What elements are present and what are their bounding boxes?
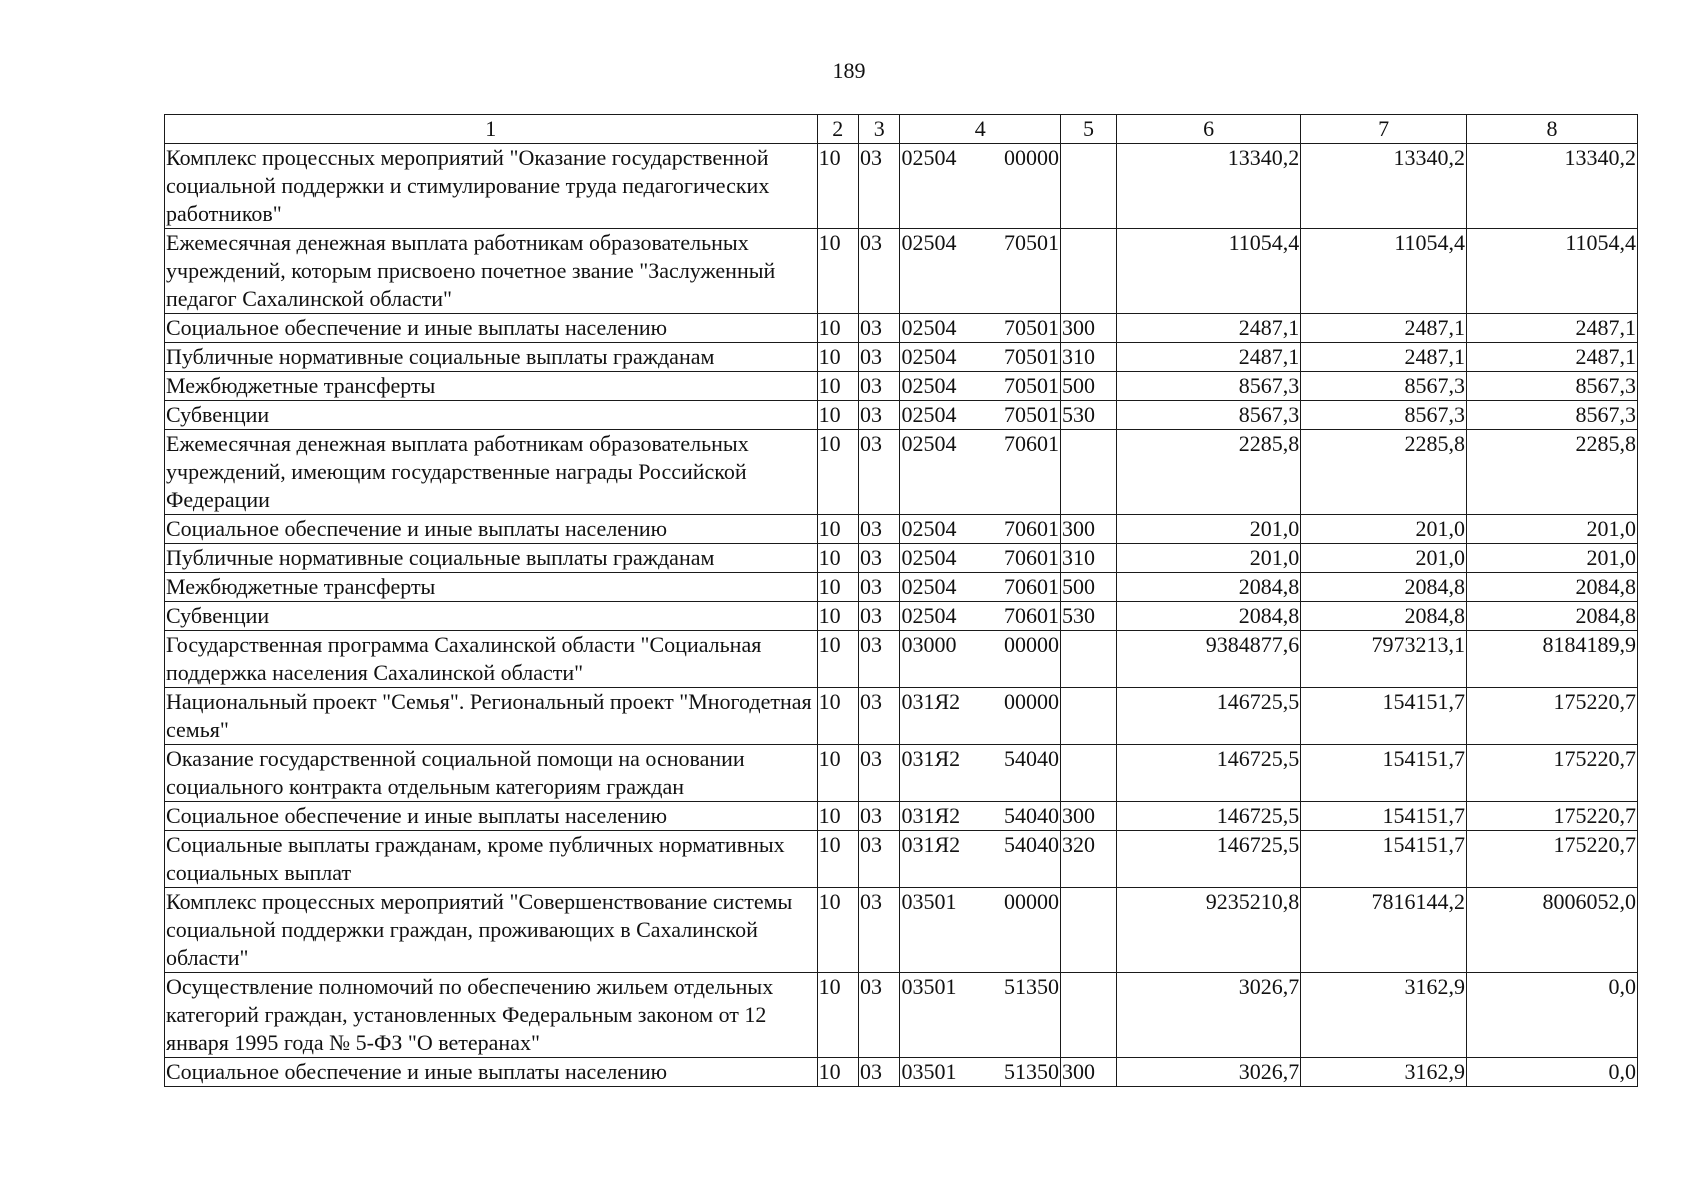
row-amount-col8: 2285,8: [1467, 430, 1638, 515]
target-article-program-code: 02504: [901, 315, 957, 340]
row-amount-col8: 13340,2: [1467, 144, 1638, 229]
row-amount-col8: 2084,8: [1467, 573, 1638, 602]
table-row: [165, 144, 1638, 229]
target-article-program-code: 02504: [901, 574, 957, 599]
row-amount-col6: 201,0: [1116, 544, 1300, 573]
row-expense-type-code: 300: [1060, 515, 1116, 544]
row-section-code: 10: [817, 745, 858, 802]
row-amount-col6: 146725,5: [1116, 831, 1300, 888]
target-article-direction-code: 00000: [1003, 889, 1059, 914]
row-subsection-code: 03: [859, 688, 900, 745]
table-row: [165, 602, 1638, 631]
row-amount-col8: 8184189,9: [1467, 631, 1638, 688]
row-section-code: 10: [817, 973, 858, 1058]
column-header-7: 7: [1301, 115, 1467, 144]
target-article-program-code: 031Я2: [901, 746, 961, 771]
row-section-code: 10: [817, 314, 858, 343]
row-target-article: [900, 544, 1061, 573]
row-name: Государственная программа Сахалинской области "Социальная поддержка населения Сахалинской области": [165, 631, 818, 688]
row-subsection-code: 03: [859, 144, 900, 229]
column-header-1: 1: [165, 115, 818, 144]
target-article-program-code: 02504: [901, 603, 957, 628]
target-article-direction-code: 54040: [1003, 746, 1059, 771]
column-header-3: 3: [859, 115, 900, 144]
row-expense-type-code: 530: [1060, 401, 1116, 430]
row-name: Межбюджетные трансферты: [165, 372, 818, 401]
target-article-direction-code: 51350: [1003, 1059, 1059, 1084]
row-amount-col8: 0,0: [1467, 973, 1638, 1058]
column-header-4: 4: [900, 115, 1061, 144]
target-article-program-code: 02504: [901, 145, 957, 170]
target-article-direction-code: 54040: [1003, 832, 1059, 857]
row-subsection-code: 03: [859, 802, 900, 831]
row-section-code: 10: [817, 430, 858, 515]
row-target-article: [900, 1058, 1061, 1087]
row-amount-col6: 146725,5: [1116, 688, 1300, 745]
row-amount-col7: 154151,7: [1301, 745, 1467, 802]
row-expense-type-code: 530: [1060, 602, 1116, 631]
row-amount-col7: 13340,2: [1301, 144, 1467, 229]
target-article-program-code: 02504: [901, 373, 957, 398]
row-expense-type-code: 320: [1060, 831, 1116, 888]
target-article-program-code: 031Я2: [901, 803, 961, 828]
row-amount-col6: 3026,7: [1116, 973, 1300, 1058]
row-amount-col7: 7973213,1: [1301, 631, 1467, 688]
table-row: [165, 573, 1638, 602]
target-article-direction-code: 70601: [1003, 574, 1059, 599]
row-name: Комплекс процессных мероприятий "Совершенствование системы социальной поддержки граждан, проживающих в Сахалинской области": [165, 888, 818, 973]
target-article-direction-code: 70601: [1003, 431, 1059, 456]
row-amount-col7: 7816144,2: [1301, 888, 1467, 973]
target-article-direction-code: 54040: [1003, 803, 1059, 828]
row-amount-col8: 8567,3: [1467, 372, 1638, 401]
row-subsection-code: 03: [859, 631, 900, 688]
target-article-program-code: 03501: [901, 1059, 957, 1084]
row-subsection-code: 03: [859, 314, 900, 343]
column-header-2: 2: [817, 115, 858, 144]
row-target-article: [900, 573, 1061, 602]
row-amount-col6: 9235210,8: [1116, 888, 1300, 973]
target-article-program-code: 02504: [901, 431, 957, 456]
row-amount-col7: 201,0: [1301, 544, 1467, 573]
row-subsection-code: 03: [859, 1058, 900, 1087]
row-target-article: [900, 688, 1061, 745]
table-row: [165, 401, 1638, 430]
row-amount-col6: 13340,2: [1116, 144, 1300, 229]
table-row: [165, 343, 1638, 372]
row-name: Субвенции: [165, 602, 818, 631]
row-expense-type-code: [1060, 973, 1116, 1058]
row-section-code: 10: [817, 831, 858, 888]
table-row: [165, 229, 1638, 314]
target-article-direction-code: 70501: [1003, 344, 1059, 369]
row-amount-col6: 8567,3: [1116, 401, 1300, 430]
row-section-code: 10: [817, 229, 858, 314]
row-section-code: 10: [817, 631, 858, 688]
row-name: Субвенции: [165, 401, 818, 430]
table-row: [165, 631, 1638, 688]
row-subsection-code: 03: [859, 888, 900, 973]
row-amount-col7: 154151,7: [1301, 688, 1467, 745]
row-name: Социальное обеспечение и иные выплаты населению: [165, 1058, 818, 1087]
row-amount-col8: 175220,7: [1467, 688, 1638, 745]
row-expense-type-code: [1060, 688, 1116, 745]
row-amount-col7: 201,0: [1301, 515, 1467, 544]
row-amount-col7: 3162,9: [1301, 973, 1467, 1058]
row-amount-col8: 201,0: [1467, 544, 1638, 573]
row-target-article: [900, 515, 1061, 544]
row-name: Социальное обеспечение и иные выплаты населению: [165, 515, 818, 544]
row-subsection-code: 03: [859, 602, 900, 631]
table-row: [165, 831, 1638, 888]
row-subsection-code: 03: [859, 544, 900, 573]
row-expense-type-code: [1060, 631, 1116, 688]
table-row: [165, 372, 1638, 401]
row-subsection-code: 03: [859, 229, 900, 314]
target-article-program-code: 02504: [901, 344, 957, 369]
table-row: [165, 888, 1638, 973]
target-article-direction-code: 00000: [1003, 689, 1059, 714]
row-amount-col6: 2487,1: [1116, 314, 1300, 343]
row-section-code: 10: [817, 573, 858, 602]
row-expense-type-code: 300: [1060, 802, 1116, 831]
row-amount-col6: 3026,7: [1116, 1058, 1300, 1087]
row-section-code: 10: [817, 602, 858, 631]
row-amount-col8: 0,0: [1467, 1058, 1638, 1087]
row-target-article: [900, 229, 1061, 314]
row-subsection-code: 03: [859, 573, 900, 602]
target-article-program-code: 02504: [901, 516, 957, 541]
row-amount-col7: 3162,9: [1301, 1058, 1467, 1087]
row-section-code: 10: [817, 888, 858, 973]
target-article-direction-code: 00000: [1003, 632, 1059, 657]
row-subsection-code: 03: [859, 515, 900, 544]
target-article-direction-code: 51350: [1003, 974, 1059, 999]
row-amount-col7: 11054,4: [1301, 229, 1467, 314]
column-header-5: 5: [1060, 115, 1116, 144]
row-amount-col6: 146725,5: [1116, 745, 1300, 802]
target-article-direction-code: 70601: [1003, 545, 1059, 570]
target-article-direction-code: 70601: [1003, 516, 1059, 541]
row-amount-col6: 2084,8: [1116, 602, 1300, 631]
row-amount-col7: 2084,8: [1301, 573, 1467, 602]
row-section-code: 10: [817, 802, 858, 831]
header-row: [165, 115, 1638, 144]
row-amount-col8: 2487,1: [1467, 314, 1638, 343]
target-article-program-code: 02504: [901, 402, 957, 427]
row-section-code: 10: [817, 401, 858, 430]
row-section-code: 10: [817, 1058, 858, 1087]
row-name: Публичные нормативные социальные выплаты гражданам: [165, 343, 818, 372]
table-row: [165, 430, 1638, 515]
row-amount-col6: 11054,4: [1116, 229, 1300, 314]
row-name: Социальное обеспечение и иные выплаты населению: [165, 314, 818, 343]
target-article-direction-code: 70501: [1003, 402, 1059, 427]
table-row: [165, 688, 1638, 745]
row-amount-col6: 9384877,6: [1116, 631, 1300, 688]
target-article-direction-code: 70501: [1003, 373, 1059, 398]
row-expense-type-code: 300: [1060, 314, 1116, 343]
page-number: 189: [832, 58, 866, 83]
target-article-program-code: 031Я2: [901, 689, 961, 714]
row-amount-col7: 2487,1: [1301, 343, 1467, 372]
row-target-article: [900, 888, 1061, 973]
table-row: [165, 802, 1638, 831]
row-subsection-code: 03: [859, 401, 900, 430]
row-expense-type-code: 310: [1060, 343, 1116, 372]
column-header-8: 8: [1467, 115, 1638, 144]
row-amount-col7: 2285,8: [1301, 430, 1467, 515]
row-subsection-code: 03: [859, 831, 900, 888]
row-target-article: [900, 831, 1061, 888]
row-amount-col8: 8006052,0: [1467, 888, 1638, 973]
row-amount-col6: 201,0: [1116, 515, 1300, 544]
row-target-article: [900, 372, 1061, 401]
row-amount-col7: 2084,8: [1301, 602, 1467, 631]
row-name: Публичные нормативные социальные выплаты гражданам: [165, 544, 818, 573]
row-name: Ежемесячная денежная выплата работникам образовательных учреждений, имеющим государственные награды Российской Федерации: [165, 430, 818, 515]
target-article-program-code: 031Я2: [901, 832, 961, 857]
row-expense-type-code: 500: [1060, 372, 1116, 401]
row-amount-col8: 8567,3: [1467, 401, 1638, 430]
table-row: [165, 544, 1638, 573]
row-expense-type-code: [1060, 229, 1116, 314]
target-article-direction-code: 70501: [1003, 315, 1059, 340]
row-name: Социальное обеспечение и иные выплаты населению: [165, 802, 818, 831]
row-target-article: [900, 144, 1061, 229]
row-expense-type-code: 310: [1060, 544, 1116, 573]
row-name: Ежемесячная денежная выплата работникам образовательных учреждений, которым присвоено почетное звание "Заслуженный педагог Сахалинской области": [165, 229, 818, 314]
row-target-article: [900, 401, 1061, 430]
row-amount-col8: 175220,7: [1467, 802, 1638, 831]
row-target-article: [900, 314, 1061, 343]
row-amount-col6: 146725,5: [1116, 802, 1300, 831]
row-amount-col7: 2487,1: [1301, 314, 1467, 343]
row-name: Социальные выплаты гражданам, кроме публичных нормативных социальных выплат: [165, 831, 818, 888]
row-subsection-code: 03: [859, 343, 900, 372]
row-section-code: 10: [817, 343, 858, 372]
row-section-code: 10: [817, 515, 858, 544]
row-name: Комплекс процессных мероприятий "Оказание государственной социальной поддержки и стимулирование труда педагогических работников": [165, 144, 818, 229]
row-section-code: 10: [817, 372, 858, 401]
target-article-direction-code: 70501: [1003, 230, 1059, 255]
target-article-program-code: 03000: [901, 632, 957, 657]
target-article-program-code: 02504: [901, 545, 957, 570]
row-target-article: [900, 343, 1061, 372]
table-row: [165, 973, 1638, 1058]
row-name: Межбюджетные трансферты: [165, 573, 818, 602]
row-amount-col8: 201,0: [1467, 515, 1638, 544]
row-subsection-code: 03: [859, 430, 900, 515]
row-amount-col8: 2084,8: [1467, 602, 1638, 631]
row-target-article: [900, 973, 1061, 1058]
target-article-direction-code: 00000: [1003, 145, 1059, 170]
row-expense-type-code: [1060, 430, 1116, 515]
row-expense-type-code: [1060, 888, 1116, 973]
row-subsection-code: 03: [859, 745, 900, 802]
row-amount-col7: 154151,7: [1301, 831, 1467, 888]
table-row: [165, 314, 1638, 343]
row-target-article: [900, 745, 1061, 802]
table-header: [165, 115, 1638, 144]
row-target-article: [900, 631, 1061, 688]
column-header-6: 6: [1116, 115, 1300, 144]
row-amount-col6: 2487,1: [1116, 343, 1300, 372]
target-article-program-code: 02504: [901, 230, 957, 255]
table-row: [165, 1058, 1638, 1087]
row-expense-type-code: 500: [1060, 573, 1116, 602]
row-amount-col8: 175220,7: [1467, 831, 1638, 888]
row-name: Национальный проект "Семья". Региональный проект "Многодетная семья": [165, 688, 818, 745]
table-row: [165, 745, 1638, 802]
row-section-code: 10: [817, 144, 858, 229]
row-expense-type-code: [1060, 144, 1116, 229]
table-body: [165, 144, 1638, 1087]
row-amount-col6: 8567,3: [1116, 372, 1300, 401]
row-subsection-code: 03: [859, 372, 900, 401]
row-target-article: [900, 802, 1061, 831]
row-amount-col6: 2285,8: [1116, 430, 1300, 515]
budget-table: [164, 114, 1638, 1087]
row-subsection-code: 03: [859, 973, 900, 1058]
row-target-article: [900, 430, 1061, 515]
row-amount-col6: 2084,8: [1116, 573, 1300, 602]
row-expense-type-code: 300: [1060, 1058, 1116, 1087]
row-amount-col8: 11054,4: [1467, 229, 1638, 314]
target-article-program-code: 03501: [901, 974, 957, 999]
row-name: Оказание государственной социальной помощи на основании социального контракта отдельным категориям граждан: [165, 745, 818, 802]
table-row: [165, 515, 1638, 544]
row-section-code: 10: [817, 688, 858, 745]
row-amount-col8: 2487,1: [1467, 343, 1638, 372]
target-article-direction-code: 70601: [1003, 603, 1059, 628]
row-amount-col7: 8567,3: [1301, 372, 1467, 401]
row-amount-col7: 8567,3: [1301, 401, 1467, 430]
target-article-program-code: 03501: [901, 889, 957, 914]
row-amount-col7: 154151,7: [1301, 802, 1467, 831]
row-name: Осуществление полномочий по обеспечению жильем отдельных категорий граждан, установленных Федеральным законом от 12 января 1995 года № 5-ФЗ "О ветеранах": [165, 973, 818, 1058]
row-section-code: 10: [817, 544, 858, 573]
row-target-article: [900, 602, 1061, 631]
row-amount-col8: 175220,7: [1467, 745, 1638, 802]
row-expense-type-code: [1060, 745, 1116, 802]
